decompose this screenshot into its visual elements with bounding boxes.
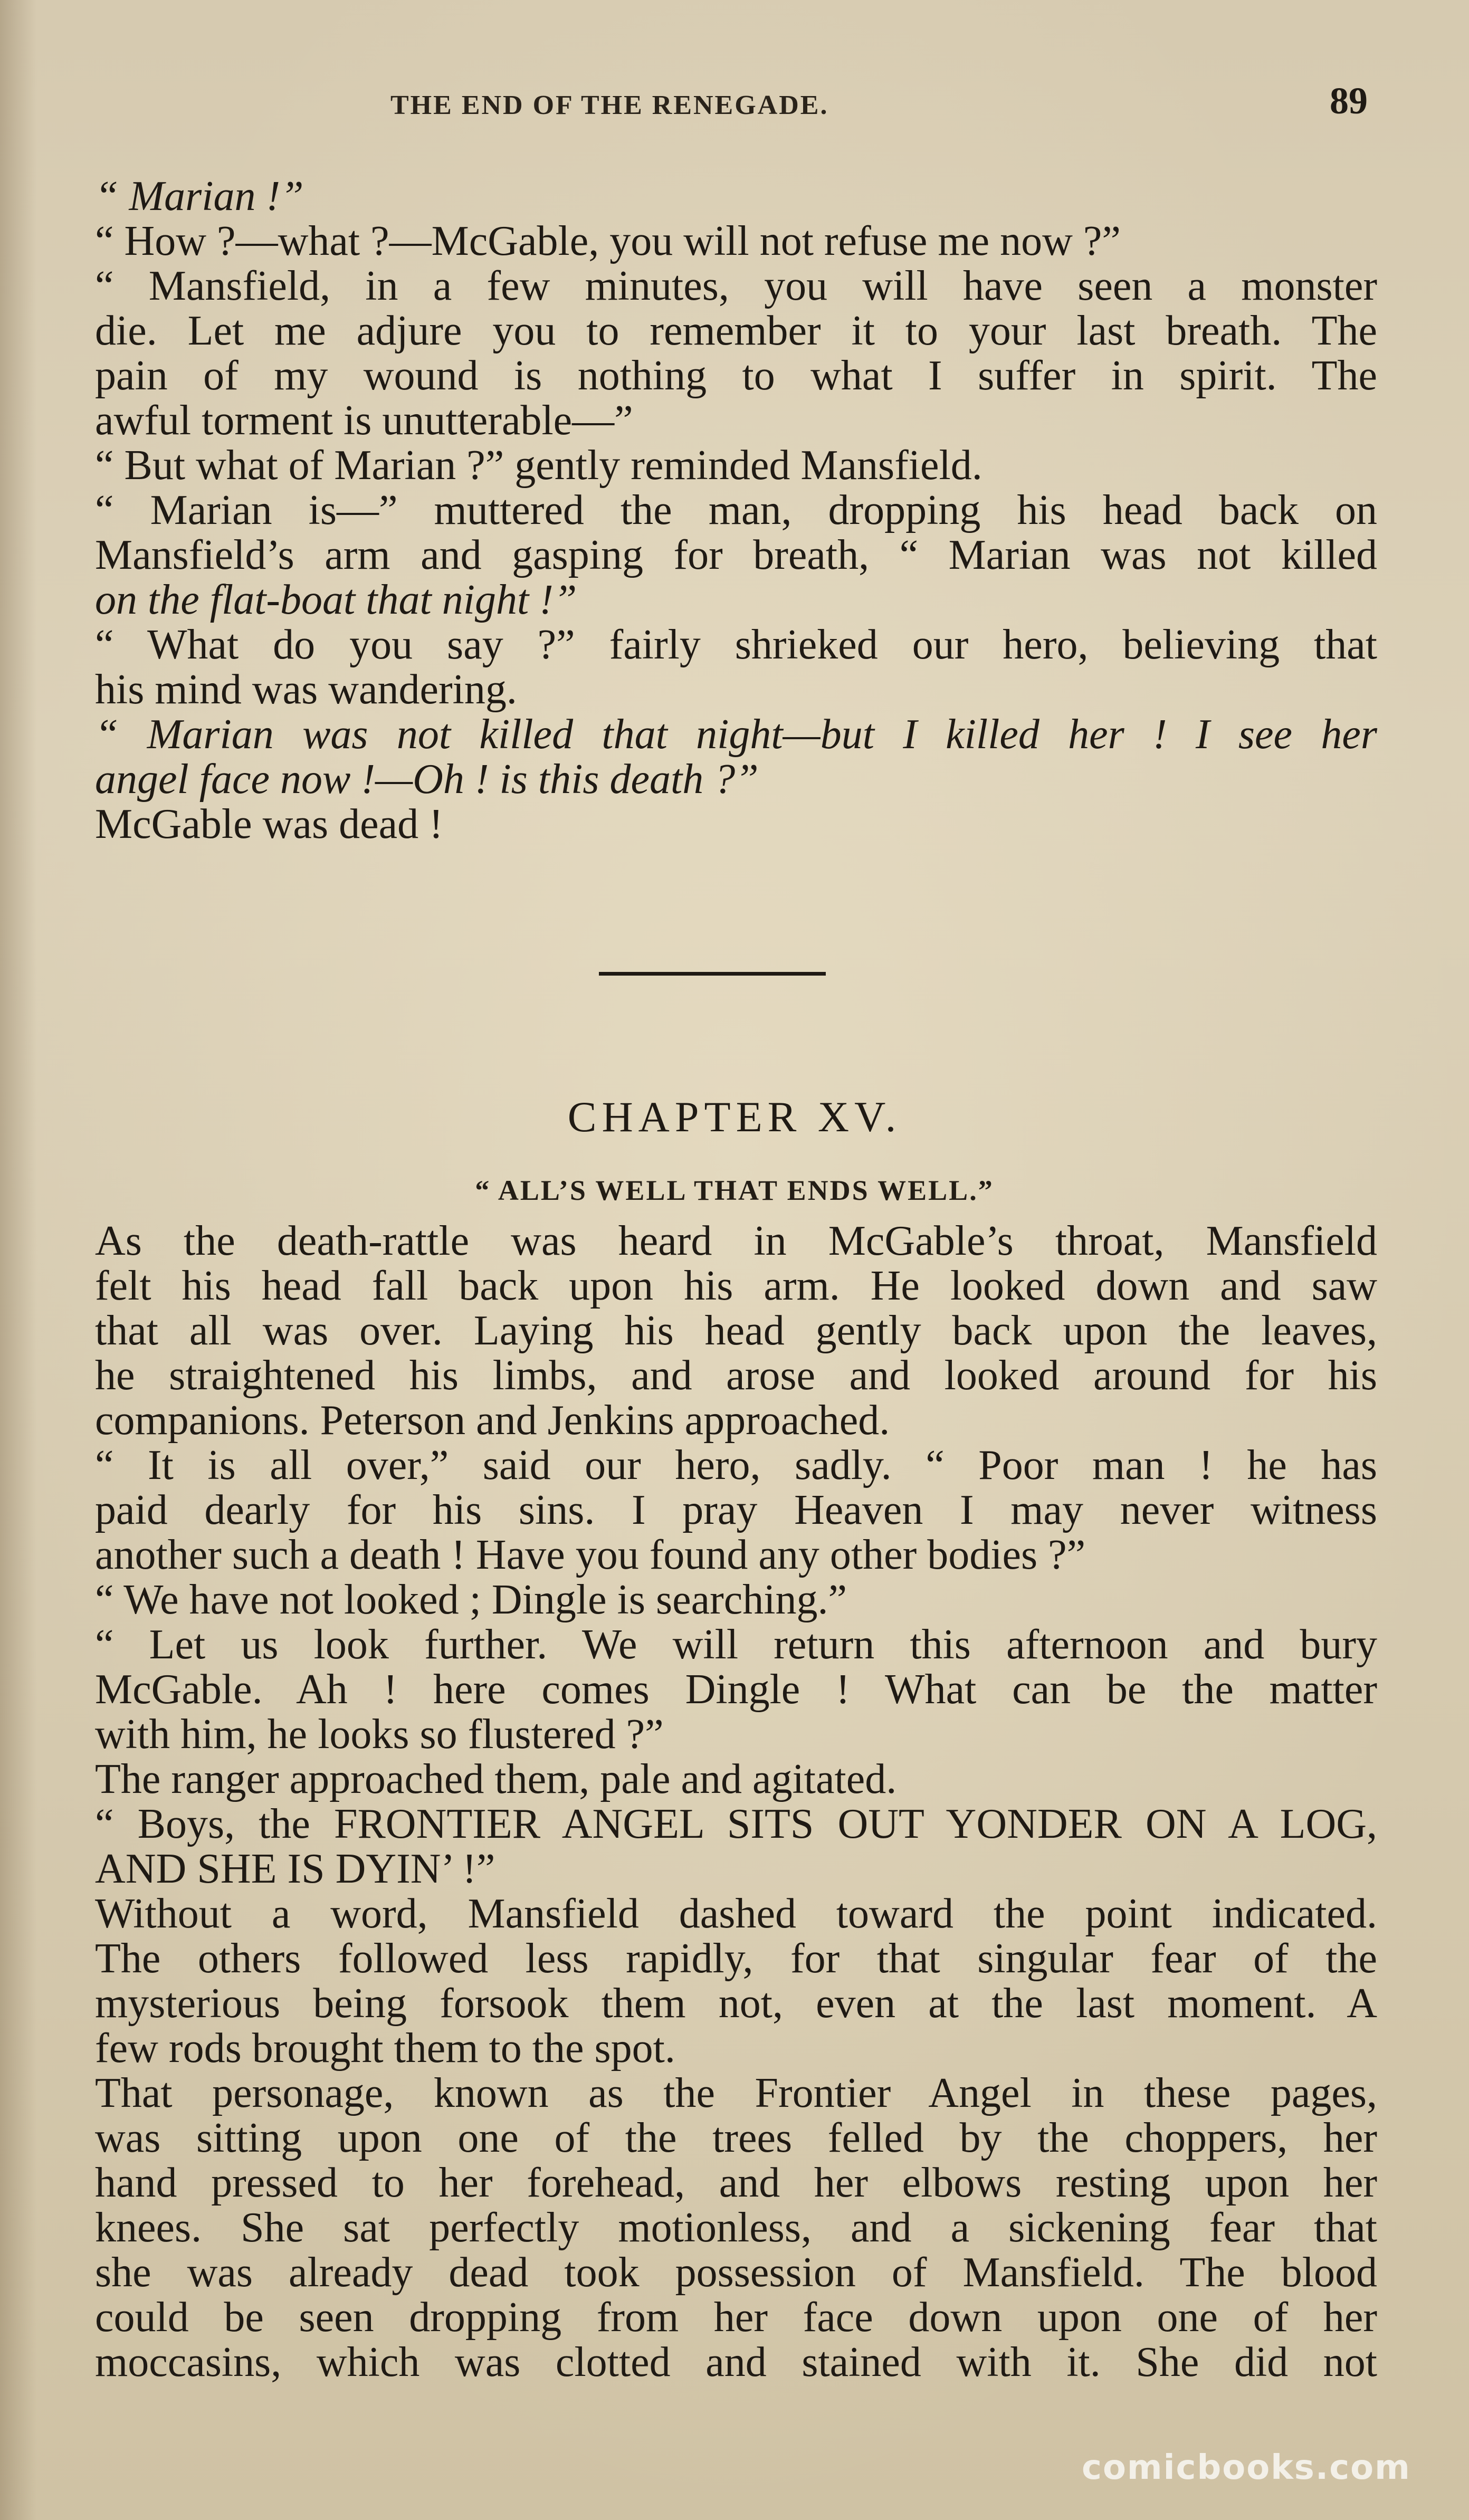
text-line: “ Let us look further. We will return this afternoon and bury [95, 1621, 1377, 1668]
text-line: moccasins, which was clotted and stained with it. She did not [95, 2339, 1377, 2385]
text-line: The ranger approached them, pale and agitated. [95, 1756, 897, 1802]
text-line: hand pressed to her forehead, and her elbows resting upon her [95, 2160, 1377, 2206]
text-line: angel face now !—Oh ! is this death ?” [95, 756, 759, 803]
text-line: “ But what of Marian ?” gently reminded Mansfield. [95, 442, 982, 489]
text-line: “ We have not looked ; Dingle is searching.” [95, 1577, 847, 1623]
text-line: The others followed less rapidly, for that singular fear of the [95, 1935, 1377, 1982]
text-line: Without a word, Mansfield dashed toward the point indicated. [95, 1891, 1377, 1937]
text-line: Mansfield’s arm and gasping for breath, “ Marian was not killed [95, 532, 1377, 578]
text-line: AND SHE IS DYIN’ !” [95, 1846, 495, 1892]
text-line: “ Mansfield, in a few minutes, you will have seen a monster [95, 263, 1377, 309]
text-line: die. Let me adjure you to remember it to your last breath. The [95, 308, 1377, 354]
text-line: could be seen dropping from her face down upon one of her [95, 2294, 1377, 2341]
text-line: that all was over. Laying his head gently back upon the leaves, [95, 1307, 1377, 1354]
text-line: with him, he looks so flustered ?” [95, 1711, 664, 1758]
text-line: on the flat-boat that night !” [95, 577, 577, 623]
text-line: That personage, known as the Frontier Angel in these pages, [95, 2070, 1377, 2116]
text-line: “ How ?—what ?—McGable, you will not refuse me now ?” [95, 218, 1121, 264]
text-line: “ It is all over,” said our hero, sadly. “ Poor man ! he has [95, 1442, 1377, 1488]
text-line: McGable was dead ! [95, 801, 443, 847]
text-line: few rods brought them to the spot. [95, 2025, 675, 2072]
text-line: “ Marian was not killed that night—but I killed her ! I see her [95, 711, 1377, 758]
chapter-heading: CHAPTER XV. [567, 1093, 902, 1141]
text-block-dialogue [95, 174, 1377, 847]
text-block-narrative [95, 1219, 1377, 2385]
site-watermark: comicbooks.com [1082, 2448, 1411, 2487]
text-line: “ Boys, the FRONTIER ANGEL SITS OUT YONDER ON A LOG, [95, 1801, 1377, 1847]
running-title: THE END OF THE RENEGADE. [390, 90, 829, 120]
text-line: McGable. Ah ! here comes Dingle ! What can be the matter [95, 1666, 1377, 1713]
text-line: awful torment is unutterable—” [95, 397, 633, 444]
page-shadow-edge [0, 0, 37, 2520]
text-line: knees. She sat perfectly motionless, and a sickening fear that [95, 2204, 1377, 2251]
text-line: pain of my wound is nothing to what I suffer in spirit. The [95, 352, 1377, 399]
text-line: mysterious being forsook them not, even at the last moment. A [95, 1980, 1377, 2027]
text-line: “ Marian !” [95, 173, 304, 219]
text-line: companions. Peterson and Jenkins approached. [95, 1397, 890, 1444]
text-line: his mind was wandering. [95, 666, 517, 713]
text-line: she was already dead took possession of Mansfield. The blood [95, 2249, 1377, 2296]
text-line: paid dearly for his sins. I pray Heaven I may never witness [95, 1487, 1377, 1533]
text-line: As the death-rattle was heard in McGable’s throat, Mansfield [95, 1218, 1377, 1264]
text-line: “ What do you say ?” fairly shrieked our hero, believing that [95, 622, 1377, 668]
text-line: felt his head fall back upon his arm. He looked down and saw [95, 1263, 1377, 1309]
chapter-subtitle: “ ALL’S WELL THAT ENDS WELL.” [475, 1175, 994, 1206]
text-line: he straightened his limbs, and arose and looked around for his [95, 1352, 1377, 1399]
text-line: was sitting upon one of the trees felled by the choppers, her [95, 2115, 1377, 2161]
section-divider [599, 972, 826, 976]
text-line: “ Marian is—” muttered the man, dropping his head back on [95, 487, 1377, 533]
page-number: 89 [1330, 80, 1368, 122]
text-line: another such a death ! Have you found any other bodies ?” [95, 1532, 1086, 1578]
